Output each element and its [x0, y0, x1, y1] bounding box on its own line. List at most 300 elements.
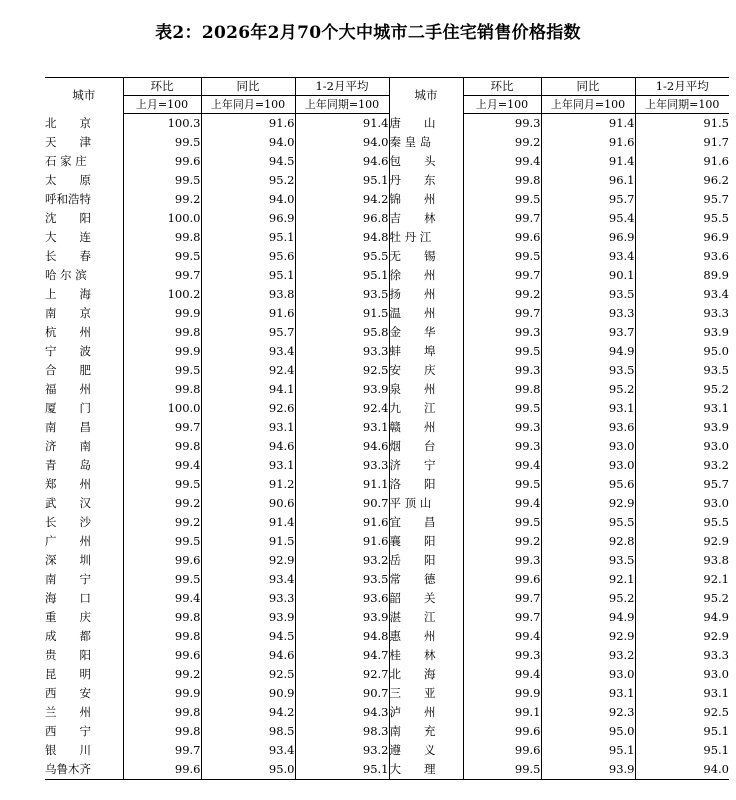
yoy-value-right: 96.9 — [541, 228, 635, 247]
city-name-right: 赣 州 — [389, 418, 463, 437]
avg-value-left: 93.5 — [295, 285, 389, 304]
table-row — [45, 646, 729, 665]
mom-value-right: 99.7 — [463, 589, 541, 608]
city-name-left: 长 沙 — [45, 515, 91, 529]
table-row — [45, 171, 729, 190]
mom-value-left: 99.7 — [123, 741, 201, 760]
yoy-value-left: 95.7 — [201, 323, 295, 342]
mom-value-right: 99.5 — [463, 247, 541, 266]
yoy-value-right: 93.5 — [541, 285, 635, 304]
city-name-left: 太 原 — [45, 173, 91, 187]
city-name-left: 长 春 — [45, 249, 91, 263]
yoy-value-right: 91.6 — [541, 133, 635, 152]
mom-value-left: 99.8 — [123, 627, 201, 646]
yoy-value-left: 96.9 — [201, 209, 295, 228]
mom-value-right: 99.3 — [463, 646, 541, 665]
city-name-left: 大 连 — [45, 230, 91, 244]
yoy-value-right: 95.7 — [541, 190, 635, 209]
city-name-right: 锦 州 — [389, 190, 463, 209]
city-name-left: 厦 门 — [45, 401, 91, 415]
avg-value-left: 95.1 — [295, 171, 389, 190]
avg-value-right: 93.3 — [635, 646, 729, 665]
avg-value-right: 94.0 — [635, 760, 729, 780]
table-row — [45, 570, 729, 589]
city-name-right: 徐 州 — [389, 266, 463, 285]
city-name-right: 宜 昌 — [389, 513, 463, 532]
mom-value-left: 99.2 — [123, 494, 201, 513]
table-row — [45, 608, 729, 627]
mom-value-left: 99.8 — [123, 437, 201, 456]
mom-value-left: 99.9 — [123, 342, 201, 361]
city-name-right: 岳 阳 — [389, 551, 463, 570]
city-name-right: 吉 林 — [389, 209, 463, 228]
mom-value-right: 99.8 — [463, 171, 541, 190]
avg-value-left: 93.9 — [295, 380, 389, 399]
city-name-left: 哈 尔 滨 — [45, 268, 87, 282]
avg-value-left: 94.8 — [295, 627, 389, 646]
avg-value-right: 93.1 — [635, 684, 729, 703]
avg-value-right: 91.5 — [635, 114, 729, 134]
city-name-left: 兰 州 — [45, 705, 91, 719]
city-name-left: 海 口 — [45, 591, 91, 605]
city-name-right: 韶 关 — [389, 589, 463, 608]
yoy-value-left: 94.6 — [201, 646, 295, 665]
avg-value-left: 95.1 — [295, 266, 389, 285]
mom-value-left: 99.2 — [123, 665, 201, 684]
yoy-value-right: 93.0 — [541, 456, 635, 475]
avg-value-left: 95.8 — [295, 323, 389, 342]
avg-value-left: 91.4 — [295, 114, 389, 134]
mom-value-left: 99.7 — [123, 418, 201, 437]
table-body — [45, 114, 729, 780]
city-name-right: 南 充 — [389, 722, 463, 741]
avg-value-left: 92.7 — [295, 665, 389, 684]
avg-value-left: 91.6 — [295, 513, 389, 532]
yoy-value-left: 90.9 — [201, 684, 295, 703]
city-name-right: 平 顶 山 — [389, 494, 463, 513]
table-row — [45, 247, 729, 266]
avg-value-left: 94.8 — [295, 228, 389, 247]
city-name-right: 泸 州 — [389, 703, 463, 722]
yoy-value-left: 91.5 — [201, 532, 295, 551]
avg-value-right: 93.0 — [635, 437, 729, 456]
yoy-value-right: 93.1 — [541, 684, 635, 703]
avg-value-right: 96.9 — [635, 228, 729, 247]
city-name-left: 杭 州 — [45, 325, 91, 339]
yoy-value-left: 94.6 — [201, 437, 295, 456]
mom-value-left: 100.2 — [123, 285, 201, 304]
price-index-table — [45, 77, 729, 780]
mom-value-right: 99.2 — [463, 133, 541, 152]
yoy-value-left: 91.4 — [201, 513, 295, 532]
subheader-avg-right: 上年同期=100 — [635, 96, 729, 114]
avg-value-right: 93.4 — [635, 285, 729, 304]
city-name-right: 北 海 — [389, 665, 463, 684]
mom-value-right: 99.7 — [463, 209, 541, 228]
yoy-value-right: 94.9 — [541, 342, 635, 361]
city-name-right: 金 华 — [389, 323, 463, 342]
subheader-yoy-right: 上年同月=100 — [541, 96, 635, 114]
mom-value-right: 99.5 — [463, 760, 541, 780]
mom-value-left: 99.5 — [123, 361, 201, 380]
yoy-value-right: 93.2 — [541, 646, 635, 665]
yoy-value-left: 98.5 — [201, 722, 295, 741]
table-row — [45, 209, 729, 228]
table-row — [45, 741, 729, 760]
mom-value-right: 99.6 — [463, 741, 541, 760]
city-name-left: 乌鲁木齐 — [45, 760, 123, 780]
avg-value-right: 93.9 — [635, 418, 729, 437]
city-name-left: 天 津 — [45, 135, 91, 149]
subheader-yoy-left: 上年同月=100 — [201, 96, 295, 114]
city-name-left: 武 汉 — [45, 496, 91, 510]
city-name-left: 呼和浩特 — [45, 192, 91, 206]
avg-value-left: 95.1 — [295, 760, 389, 780]
table-row — [45, 722, 729, 741]
city-name-left: 重 庆 — [45, 610, 91, 624]
mom-value-right: 99.3 — [463, 418, 541, 437]
mom-value-left: 99.6 — [123, 152, 201, 171]
yoy-value-left: 91.6 — [201, 304, 295, 323]
mom-value-right: 99.5 — [463, 513, 541, 532]
yoy-value-right: 92.9 — [541, 494, 635, 513]
subheader-mom-left: 上月=100 — [123, 96, 201, 114]
yoy-value-right: 95.5 — [541, 513, 635, 532]
mom-value-right: 99.4 — [463, 456, 541, 475]
avg-value-left: 93.2 — [295, 741, 389, 760]
avg-value-left: 92.5 — [295, 361, 389, 380]
mom-value-left: 99.9 — [123, 684, 201, 703]
yoy-value-left: 92.9 — [201, 551, 295, 570]
table-row — [45, 361, 729, 380]
city-name-left: 银 川 — [45, 743, 91, 757]
mom-value-right: 99.5 — [463, 475, 541, 494]
table-row — [45, 342, 729, 361]
avg-value-left: 94.2 — [295, 190, 389, 209]
mom-value-right: 99.8 — [463, 380, 541, 399]
yoy-value-right: 92.9 — [541, 627, 635, 646]
mom-value-left: 99.2 — [123, 190, 201, 209]
city-name-left: 福 州 — [45, 382, 91, 396]
avg-value-left: 91.6 — [295, 532, 389, 551]
table-row — [45, 589, 729, 608]
city-name-right: 牡 丹 江 — [389, 228, 463, 247]
city-name-left: 上 海 — [45, 287, 91, 301]
mom-value-left: 99.8 — [123, 323, 201, 342]
yoy-value-left: 94.0 — [201, 133, 295, 152]
yoy-value-right: 92.3 — [541, 703, 635, 722]
mom-value-left: 99.9 — [123, 304, 201, 323]
header-mom-left: 环比 — [123, 78, 201, 96]
subheader-avg-left: 上年同期=100 — [295, 96, 389, 114]
city-name-left: 昆 明 — [45, 667, 91, 681]
mom-value-left: 99.2 — [123, 513, 201, 532]
city-name-left: 北 京 — [45, 115, 91, 130]
city-name-right: 泉 州 — [389, 380, 463, 399]
mom-value-right: 99.6 — [463, 722, 541, 741]
yoy-value-left: 93.4 — [201, 570, 295, 589]
yoy-value-right: 92.1 — [541, 570, 635, 589]
city-name-left: 济 南 — [45, 439, 91, 453]
yoy-value-left: 93.4 — [201, 741, 295, 760]
mom-value-right: 99.4 — [463, 494, 541, 513]
table-row — [45, 114, 729, 134]
mom-value-right: 99.2 — [463, 532, 541, 551]
avg-value-left: 93.5 — [295, 570, 389, 589]
yoy-value-left: 95.0 — [201, 760, 295, 780]
yoy-value-right: 93.5 — [541, 551, 635, 570]
table-row — [45, 133, 729, 152]
mom-value-left: 99.8 — [123, 703, 201, 722]
mom-value-right: 99.7 — [463, 304, 541, 323]
yoy-value-right: 93.6 — [541, 418, 635, 437]
mom-value-left: 99.4 — [123, 589, 201, 608]
city-name-right: 湛 江 — [389, 608, 463, 627]
avg-value-left: 94.6 — [295, 152, 389, 171]
city-name-right: 安 庆 — [389, 361, 463, 380]
yoy-value-left: 91.6 — [201, 114, 295, 134]
city-name-right: 遵 义 — [389, 741, 463, 760]
city-name-right: 济 宁 — [389, 456, 463, 475]
city-name-right: 包 头 — [389, 152, 463, 171]
city-name-left: 南 昌 — [45, 420, 91, 434]
mom-value-left: 99.8 — [123, 380, 201, 399]
mom-value-left: 99.5 — [123, 133, 201, 152]
yoy-value-right: 93.3 — [541, 304, 635, 323]
mom-value-right: 99.5 — [463, 399, 541, 418]
avg-value-left: 93.3 — [295, 342, 389, 361]
table-row — [45, 380, 729, 399]
avg-value-right: 93.0 — [635, 665, 729, 684]
yoy-value-left: 93.1 — [201, 456, 295, 475]
yoy-value-left: 92.4 — [201, 361, 295, 380]
yoy-value-left: 95.1 — [201, 228, 295, 247]
yoy-value-left: 93.8 — [201, 285, 295, 304]
mom-value-left: 99.7 — [123, 266, 201, 285]
avg-value-right: 92.9 — [635, 627, 729, 646]
mom-value-left: 99.8 — [123, 228, 201, 247]
header-avg-left: 1-2月平均 — [295, 78, 389, 96]
city-name-left: 成 都 — [45, 629, 91, 643]
table-row — [45, 665, 729, 684]
city-name-left: 西 安 — [45, 686, 91, 700]
city-name-left: 南 宁 — [45, 572, 91, 586]
mom-value-left: 99.5 — [123, 171, 201, 190]
mom-value-right: 99.5 — [463, 342, 541, 361]
yoy-value-right: 93.9 — [541, 760, 635, 780]
yoy-value-right: 93.5 — [541, 361, 635, 380]
mom-value-right: 99.5 — [463, 190, 541, 209]
yoy-value-right: 93.1 — [541, 399, 635, 418]
mom-value-right: 99.1 — [463, 703, 541, 722]
city-name-left: 石 家 庄 — [45, 154, 87, 168]
mom-value-right: 99.3 — [463, 361, 541, 380]
avg-value-right: 92.5 — [635, 703, 729, 722]
avg-value-left: 91.5 — [295, 304, 389, 323]
avg-value-left: 91.1 — [295, 475, 389, 494]
yoy-value-left: 95.1 — [201, 266, 295, 285]
city-name-left: 深 圳 — [45, 553, 91, 567]
avg-value-left: 93.1 — [295, 418, 389, 437]
avg-value-left: 90.7 — [295, 684, 389, 703]
avg-value-left: 94.7 — [295, 646, 389, 665]
avg-value-left: 93.9 — [295, 608, 389, 627]
mom-value-right: 99.4 — [463, 152, 541, 171]
avg-value-left: 90.7 — [295, 494, 389, 513]
city-name-right: 九 江 — [389, 399, 463, 418]
header-mom-right: 环比 — [463, 78, 541, 96]
header-city-left: 城市 — [45, 78, 123, 114]
mom-value-right: 99.3 — [463, 114, 541, 134]
table-row — [45, 532, 729, 551]
city-name-right: 温 州 — [389, 304, 463, 323]
city-name-right: 惠 州 — [389, 627, 463, 646]
mom-value-left: 99.5 — [123, 247, 201, 266]
yoy-value-right: 92.8 — [541, 532, 635, 551]
avg-value-left: 93.3 — [295, 456, 389, 475]
yoy-value-right: 94.9 — [541, 608, 635, 627]
yoy-value-right: 95.4 — [541, 209, 635, 228]
city-name-left: 合 肥 — [45, 363, 91, 377]
avg-value-right: 95.5 — [635, 513, 729, 532]
yoy-value-right: 91.4 — [541, 152, 635, 171]
yoy-value-right: 95.2 — [541, 589, 635, 608]
mom-value-left: 99.8 — [123, 722, 201, 741]
avg-value-left: 96.8 — [295, 209, 389, 228]
city-name-right: 唐 山 — [389, 114, 463, 134]
table-row — [45, 551, 729, 570]
mom-value-right: 99.2 — [463, 285, 541, 304]
avg-value-right: 95.1 — [635, 741, 729, 760]
table-row — [45, 494, 729, 513]
header-avg-right: 1-2月平均 — [635, 78, 729, 96]
mom-value-left: 100.0 — [123, 399, 201, 418]
table-row — [45, 437, 729, 456]
yoy-value-right: 93.4 — [541, 247, 635, 266]
avg-value-left: 95.5 — [295, 247, 389, 266]
mom-value-right: 99.4 — [463, 665, 541, 684]
yoy-value-right: 96.1 — [541, 171, 635, 190]
mom-value-right: 99.9 — [463, 684, 541, 703]
mom-value-right: 99.7 — [463, 608, 541, 627]
table-row — [45, 760, 729, 780]
table-row — [45, 456, 729, 475]
header-yoy-left: 同比 — [201, 78, 295, 96]
avg-value-right: 94.9 — [635, 608, 729, 627]
avg-value-right: 95.7 — [635, 190, 729, 209]
table-row — [45, 285, 729, 304]
yoy-value-left: 93.9 — [201, 608, 295, 627]
city-name-left: 西 宁 — [45, 724, 91, 738]
table-title: 表2：2026年2月70个大中城市二手住宅销售价格指数 — [155, 23, 581, 43]
avg-value-right: 92.1 — [635, 570, 729, 589]
yoy-value-left: 93.3 — [201, 589, 295, 608]
yoy-value-left: 92.6 — [201, 399, 295, 418]
yoy-value-right: 95.6 — [541, 475, 635, 494]
yoy-value-left: 91.2 — [201, 475, 295, 494]
subheader-mom-right: 上月=100 — [463, 96, 541, 114]
avg-value-right: 95.7 — [635, 475, 729, 494]
mom-value-left: 99.6 — [123, 646, 201, 665]
table-row — [45, 190, 729, 209]
city-name-right: 三 亚 — [389, 684, 463, 703]
city-name-left: 沈 阳 — [45, 211, 91, 225]
avg-value-right: 95.5 — [635, 209, 729, 228]
city-name-right: 大 理 — [389, 760, 463, 780]
city-name-right: 扬 州 — [389, 285, 463, 304]
table-row — [45, 513, 729, 532]
table-row — [45, 152, 729, 171]
city-name-right: 无 锡 — [389, 247, 463, 266]
mom-value-left: 99.6 — [123, 551, 201, 570]
yoy-value-left: 95.2 — [201, 171, 295, 190]
avg-value-right: 93.9 — [635, 323, 729, 342]
yoy-value-right: 91.4 — [541, 114, 635, 134]
avg-value-right: 89.9 — [635, 266, 729, 285]
mom-value-left: 99.5 — [123, 475, 201, 494]
mom-value-right: 99.7 — [463, 266, 541, 285]
table-row — [45, 323, 729, 342]
mom-value-left: 100.3 — [123, 114, 201, 134]
yoy-value-left: 95.6 — [201, 247, 295, 266]
city-name-left: 南 京 — [45, 306, 91, 320]
avg-value-right: 93.5 — [635, 361, 729, 380]
city-name-right: 烟 台 — [389, 437, 463, 456]
mom-value-right: 99.3 — [463, 437, 541, 456]
avg-value-right: 92.9 — [635, 532, 729, 551]
yoy-value-left: 94.0 — [201, 190, 295, 209]
avg-value-right: 95.2 — [635, 380, 729, 399]
yoy-value-left: 94.1 — [201, 380, 295, 399]
table-row — [45, 703, 729, 722]
city-name-right: 襄 阳 — [389, 532, 463, 551]
avg-value-left: 94.0 — [295, 133, 389, 152]
avg-value-right: 96.2 — [635, 171, 729, 190]
yoy-value-right: 93.0 — [541, 437, 635, 456]
yoy-value-right: 95.0 — [541, 722, 635, 741]
city-name-right: 常 德 — [389, 570, 463, 589]
table-row — [45, 684, 729, 703]
header-city-right: 城市 — [389, 78, 463, 114]
avg-value-left: 93.6 — [295, 589, 389, 608]
yoy-value-left: 94.5 — [201, 152, 295, 171]
mom-value-left: 99.4 — [123, 456, 201, 475]
mom-value-right: 99.6 — [463, 228, 541, 247]
yoy-value-left: 94.5 — [201, 627, 295, 646]
city-name-right: 丹 东 — [389, 171, 463, 190]
table-row — [45, 475, 729, 494]
avg-value-right: 91.7 — [635, 133, 729, 152]
mom-value-left: 99.5 — [123, 570, 201, 589]
table-row — [45, 266, 729, 285]
yoy-value-right: 93.7 — [541, 323, 635, 342]
avg-value-right: 93.6 — [635, 247, 729, 266]
mom-value-right: 99.3 — [463, 551, 541, 570]
city-name-right: 秦 皇 岛 — [389, 133, 463, 152]
avg-value-left: 94.3 — [295, 703, 389, 722]
mom-value-right: 99.3 — [463, 323, 541, 342]
avg-value-left: 94.6 — [295, 437, 389, 456]
yoy-value-left: 90.6 — [201, 494, 295, 513]
mom-value-left: 100.0 — [123, 209, 201, 228]
city-name-left: 宁 波 — [45, 344, 91, 358]
yoy-value-left: 92.5 — [201, 665, 295, 684]
yoy-value-left: 93.1 — [201, 418, 295, 437]
mom-value-left: 99.8 — [123, 608, 201, 627]
avg-value-left: 93.2 — [295, 551, 389, 570]
mom-value-left: 99.5 — [123, 532, 201, 551]
yoy-value-right: 90.1 — [541, 266, 635, 285]
